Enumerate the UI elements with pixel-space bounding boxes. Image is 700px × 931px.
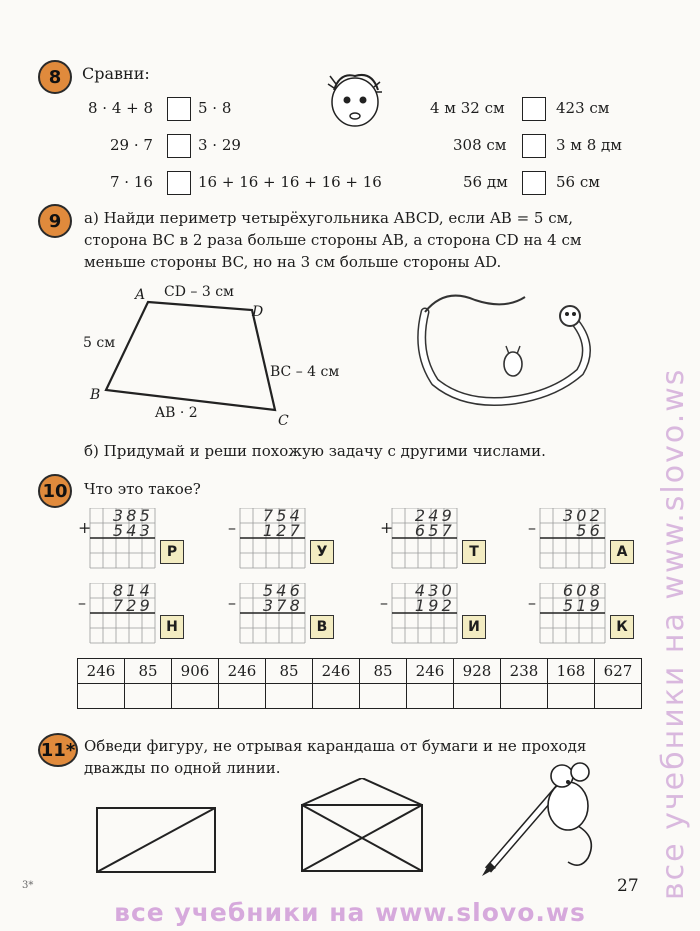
task-9-text-line-1: а) Найди периметр четырёхугольника ABCD, если AB = 5 см, <box>84 209 574 227</box>
side-watermark: все учебники на www.slovo.ws <box>656 367 691 900</box>
compare-box[interactable] <box>522 171 546 195</box>
answer-number-cell: 85 <box>266 659 313 684</box>
bottom-number: 127 <box>262 521 303 540</box>
compare-box[interactable] <box>167 97 191 121</box>
answer-letter-box: У <box>310 540 334 564</box>
page-number: 27 <box>617 876 639 896</box>
operation-sign: – <box>228 518 236 537</box>
column-problem <box>528 583 648 645</box>
answer-number-cell: 168 <box>548 659 595 684</box>
operation-sign: – <box>528 518 536 537</box>
compare-right-expr: 3 м 8 дм <box>556 136 622 154</box>
compare-left-expr: 308 см <box>453 136 507 154</box>
task-11-text-line-1: Обведи фигуру, не отрывая карандаша от бумаги и не проходя <box>84 737 587 755</box>
answer-number-cell: 238 <box>501 659 548 684</box>
answer-letter-cell[interactable] <box>125 684 172 709</box>
bottom-number: 56 <box>576 521 603 540</box>
side-label-cd: CD – 3 см <box>164 284 234 300</box>
answer-letter-box: Т <box>462 540 486 564</box>
compare-box[interactable] <box>167 134 191 158</box>
compare-right-expr: 56 см <box>556 173 600 191</box>
top-number: 249 <box>414 508 455 525</box>
task-9-part-b: б) Придумай и реши похожую задачу с другими числами. <box>84 442 546 460</box>
compare-left-expr: 4 м 32 см <box>430 99 505 117</box>
task-8-title: Сравни: <box>82 64 150 83</box>
top-number: 430 <box>414 583 455 600</box>
digit-grid <box>238 508 310 570</box>
answer-number-cell: 906 <box>172 659 219 684</box>
task-8-number-badge: 8 <box>38 60 72 94</box>
answer-letter-box: В <box>310 615 334 639</box>
bottom-number: 519 <box>562 596 603 615</box>
compare-right-expr: 16 + 16 + 16 + 16 + 16 <box>198 173 382 191</box>
answer-letter-box: Н <box>160 615 184 639</box>
answer-letter-cell[interactable] <box>548 684 595 709</box>
task-9-text-line-3: меньше стороны BC, но на 3 см больше стороны AD. <box>84 253 502 271</box>
answer-number-cell: 246 <box>219 659 266 684</box>
answer-letter-cell[interactable] <box>360 684 407 709</box>
bottom-number: 729 <box>112 596 153 615</box>
top-number: 608 <box>562 583 603 600</box>
answer-letter-cell[interactable] <box>78 684 125 709</box>
column-problem <box>78 508 198 570</box>
vertex-label-b: B <box>90 387 101 403</box>
task-11-number-badge: 11* <box>38 733 78 767</box>
answer-letter-cell[interactable] <box>219 684 266 709</box>
digit-grid <box>390 508 462 570</box>
answer-number-cell: 85 <box>125 659 172 684</box>
mouse-with-pencil-illustration <box>468 758 608 878</box>
answer-letter-cell[interactable] <box>172 684 219 709</box>
girl-face-illustration <box>320 68 390 130</box>
vertex-label-a: A <box>135 287 146 303</box>
compare-right-expr: 5 · 8 <box>198 99 232 117</box>
trace-figures <box>95 778 425 878</box>
answer-number-cell: 246 <box>407 659 454 684</box>
task-9-text-line-2: сторона BC в 2 раза больше стороны AB, а сторона CD на 4 см <box>84 231 582 249</box>
column-problem <box>380 583 500 645</box>
digit-grid <box>238 583 310 645</box>
answer-letter-box: Р <box>160 540 184 564</box>
digit-grid <box>88 583 160 645</box>
column-problem <box>528 508 648 570</box>
answer-letter-cell[interactable] <box>313 684 360 709</box>
answer-number-cell: 246 <box>78 659 125 684</box>
column-problem <box>228 508 348 570</box>
digit-grid <box>538 583 610 645</box>
operation-sign: + <box>78 518 92 537</box>
operation-sign: + <box>380 518 394 537</box>
digit-grid <box>390 583 462 645</box>
bottom-number: 378 <box>262 596 303 615</box>
top-number: 754 <box>262 508 303 525</box>
answer-letter-box: А <box>610 540 634 564</box>
side-label-bottom: AB · 2 <box>155 405 198 421</box>
bottom-number: 192 <box>414 596 455 615</box>
answer-letter-cell[interactable] <box>501 684 548 709</box>
compare-box[interactable] <box>167 171 191 195</box>
compare-right-expr: 3 · 29 <box>198 136 241 154</box>
bottom-number: 657 <box>414 521 455 540</box>
compare-right-expr: 423 см <box>556 99 610 117</box>
side-label-ab: 5 см <box>83 335 116 351</box>
digit-grid <box>88 508 160 570</box>
answer-letter-cell[interactable] <box>454 684 501 709</box>
vertex-label-c: C <box>278 413 289 429</box>
operation-sign: – <box>380 593 388 612</box>
top-number: 814 <box>112 583 153 600</box>
corner-mark: 3* <box>22 880 34 891</box>
operation-sign: – <box>528 593 536 612</box>
bottom-watermark: все учебники на www.slovo.ws <box>114 898 586 927</box>
compare-box[interactable] <box>522 97 546 121</box>
answer-letter-cell[interactable] <box>266 684 313 709</box>
answer-table <box>77 658 642 709</box>
compare-left-expr: 7 · 16 <box>110 173 153 191</box>
rectangle-with-diagonal-figure <box>97 808 215 872</box>
top-number: 385 <box>112 508 153 525</box>
answer-letter-box: К <box>610 615 634 639</box>
compare-left-expr: 56 дм <box>463 173 508 191</box>
task-10-title: Что это такое? <box>84 480 201 498</box>
answer-letter-cell[interactable] <box>595 684 642 709</box>
task-10-number-badge: 10 <box>38 474 72 508</box>
bottom-number: 543 <box>112 521 153 540</box>
digit-grid <box>538 508 610 570</box>
quadrilateral-abcd-diagram <box>80 280 380 435</box>
answer-number-cell: 85 <box>360 659 407 684</box>
answer-number-cell: 627 <box>595 659 642 684</box>
vertex-label-d: D <box>252 304 264 320</box>
answer-number-cell: 928 <box>454 659 501 684</box>
top-number: 546 <box>262 583 303 600</box>
column-problem <box>380 508 500 570</box>
compare-left-expr: 8 · 4 + 8 <box>88 99 154 117</box>
column-problem <box>228 583 348 645</box>
snake-illustration <box>405 282 605 414</box>
operation-sign: – <box>228 593 236 612</box>
answer-number-cell: 246 <box>313 659 360 684</box>
task-9-number-badge: 9 <box>38 204 72 238</box>
side-label-bc: BC – 4 см <box>270 364 340 380</box>
answer-letter-box: И <box>462 615 486 639</box>
task-11-text-line-2: дважды по одной линии. <box>84 759 281 777</box>
column-problem <box>78 583 198 645</box>
compare-left-expr: 29 · 7 <box>110 136 153 154</box>
operation-sign: – <box>78 593 86 612</box>
answer-letter-cell[interactable] <box>407 684 454 709</box>
compare-box[interactable] <box>522 134 546 158</box>
envelope-figure <box>302 778 422 871</box>
top-number: 302 <box>562 508 603 525</box>
